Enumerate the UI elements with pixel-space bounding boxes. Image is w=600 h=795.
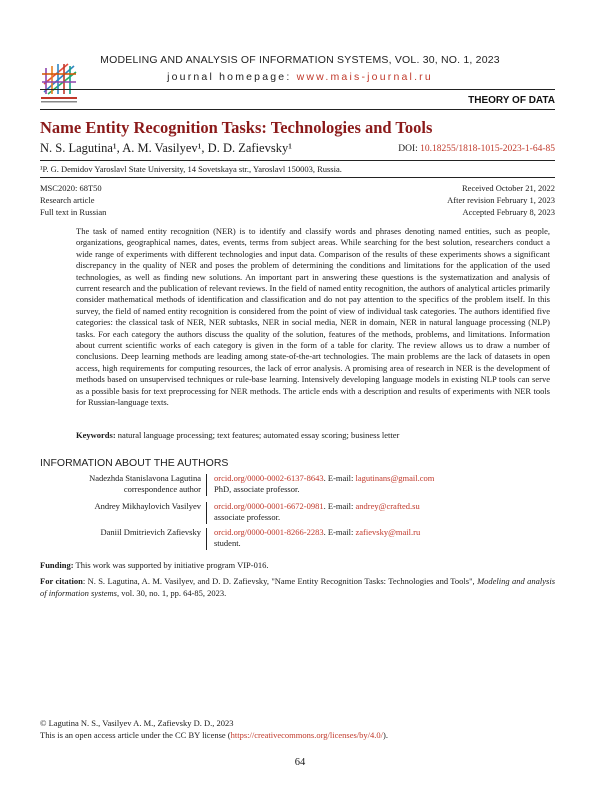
article-meta-left xyxy=(40,182,106,218)
author-info-row xyxy=(40,527,560,551)
email-label: . E-mail: xyxy=(323,527,354,537)
citation xyxy=(40,576,555,599)
license xyxy=(40,730,388,742)
author-position: PhD, associate professor. xyxy=(214,484,300,494)
affiliation-rule-top xyxy=(40,160,555,161)
author-full-name: Andrey Mikhaylovich Vasilyev xyxy=(94,501,201,511)
license-text: This is an open access article under the CC BY license ( xyxy=(40,729,231,740)
msc-code: MSC2020: 68T50 xyxy=(40,183,102,193)
author-role: correspondence author xyxy=(123,484,201,494)
author-position: associate professor. xyxy=(214,512,281,522)
header-rule xyxy=(40,89,555,90)
author-full-name: Nadezhda Stanislavona Lagutina xyxy=(89,473,201,483)
author-info-name xyxy=(40,473,201,495)
affiliation-rule-bottom xyxy=(40,177,555,178)
funding xyxy=(40,560,269,570)
orcid-link[interactable]: orcid.org/0000-0001-8266-2283 xyxy=(214,527,324,537)
keywords-text: natural language processing; text features; automated essay scoring; business letter xyxy=(117,430,400,440)
doi-link[interactable]: 10.18255/1818-1015-2023-1-64-85 xyxy=(420,144,555,154)
copyright-footer xyxy=(40,718,388,741)
orcid-link[interactable]: orcid.org/0000-0001-6672-0981 xyxy=(214,501,324,511)
doi xyxy=(398,144,555,154)
author-details xyxy=(214,501,554,523)
journal-name: MODELING AND ANALYSIS OF INFORMATION SYSTEMS, VOL. 30, NO. 1, 2023 xyxy=(100,54,500,66)
accepted-date: Accepted February 8, 2023 xyxy=(462,207,555,217)
revision-date: After revision February 1, 2023 xyxy=(447,195,555,205)
email-link[interactable]: lagutinans@gmail.com xyxy=(355,473,435,483)
section-rule xyxy=(40,109,555,110)
copyright: © Lagutina N. S., Vasilyev A. M., Zafievsky D. D., 2023 xyxy=(40,718,234,728)
email-label: . E-mail: xyxy=(323,473,354,483)
paper-title: Name Entity Recognition Tasks: Technologies and Tools xyxy=(40,118,433,137)
affiliation: ¹P. G. Demidov Yaroslavl State University, 14 Sovetskaya str., Yaroslavl 150003, Russia. xyxy=(40,164,342,174)
author-full-name: Daniil Dmitrievich Zafievsky xyxy=(100,527,201,537)
citation-text: : N. S. Lagutina, A. M. Vasilyev, and D. D. Zafievsky, "Name Entity Recognition Tasks: Technologies and Tools", xyxy=(82,576,475,586)
homepage-label: journal homepage: xyxy=(167,71,292,83)
author-position: student. xyxy=(214,538,241,548)
author-list: N. S. Lagutina¹, A. M. Vasilyev¹, D. D. Zafievsky¹ xyxy=(40,141,292,155)
doi-label: DOI: xyxy=(398,144,418,154)
journal-homepage xyxy=(0,71,600,83)
abstract: The task of named entity recognition (NER) is to identify and classify words and phrases denoting named entities, such as people, organizations, geographical names, dates, events, terms from subject areas. While searching for the best solution, researchers conduct a wide range of experiments with different technologies and input data. Comparison of the results of these experiments shows a significant discrepancy in the quality of NER and poses the problem of determining the conditions and limitations for the application of the used technologies, as well as finding new solutions. An important part in answering these questions is the systematization and analysis of current research and the publication of relevant reviews. In the field of named entity recognition, the authors of analytical articles primarily consider mathematical methods of identification and classification and do not pay attention to the specifics of the problem itself. In this survey, the field of named entity recognition is considered from the point of view of individual task categories. The authors identified five categories: the classical task of NER, NER subtasks, NER in social media, NER in domain, NER in natural language processing (NLP) tasks. For each category the authors discuss the quality of the solution, features of the methods, problems, and limitations. Information about current scientific works of each category is given in the form of a table for clarity. The review allows us to draw a number of conclusions. Deep learning methods are leading among state-of-the-art technologies. The main problems are the lack of datasets in open access, high requirements for computing resources, the lack of error analysis. A promising area of research in NER is the development of methods based on unsupervised techniques or rule-base learning. Intensively developing language models in existing NLP tools can serve as a possible basis for text preprocessing for NER methods. The article ends with a description and results of experiments with NER tools for Russian-language texts. xyxy=(76,226,550,408)
author-details xyxy=(214,473,554,495)
author-info-row xyxy=(40,473,560,497)
keywords xyxy=(76,430,550,440)
author-info-name xyxy=(40,527,201,538)
citation-tail: , vol. 30, no. 1, pp. 64-85, 2023. xyxy=(116,587,227,598)
article-type: Research article xyxy=(40,195,95,205)
keywords-label: Keywords: xyxy=(76,430,116,440)
article-dates xyxy=(447,182,555,218)
license-link[interactable]: https://creativecommons.org/licenses/by/4.0/ xyxy=(230,729,383,740)
section-label: THEORY OF DATA xyxy=(468,95,555,106)
citation-journal: Modeling and analysis of information systems xyxy=(40,576,556,598)
author-divider xyxy=(206,474,207,496)
page-number: 64 xyxy=(294,757,306,768)
received-date: Received October 21, 2022 xyxy=(462,183,555,193)
email-link[interactable]: zafievsky@mail.ru xyxy=(355,527,421,537)
full-text-language: Full text in Russian xyxy=(40,207,107,217)
orcid-link[interactable]: orcid.org/0000-0002-6137-8643 xyxy=(214,473,324,483)
author-info-name xyxy=(40,501,201,512)
citation-label: For citation xyxy=(40,576,83,586)
email-link[interactable]: andrey@crafted.su xyxy=(355,501,420,511)
author-divider xyxy=(206,502,207,524)
authors-info-heading: INFORMATION ABOUT THE AUTHORS xyxy=(40,457,229,469)
email-label: . E-mail: xyxy=(323,501,354,511)
author-divider xyxy=(206,528,207,550)
license-end: ). xyxy=(383,729,388,740)
funding-text: This work was supported by initiative program VIP-016. xyxy=(75,560,269,570)
homepage-link[interactable]: www.mais-journal.ru xyxy=(296,71,433,83)
author-info-row xyxy=(40,501,560,525)
author-details xyxy=(214,527,554,549)
funding-label: Funding: xyxy=(40,560,74,570)
